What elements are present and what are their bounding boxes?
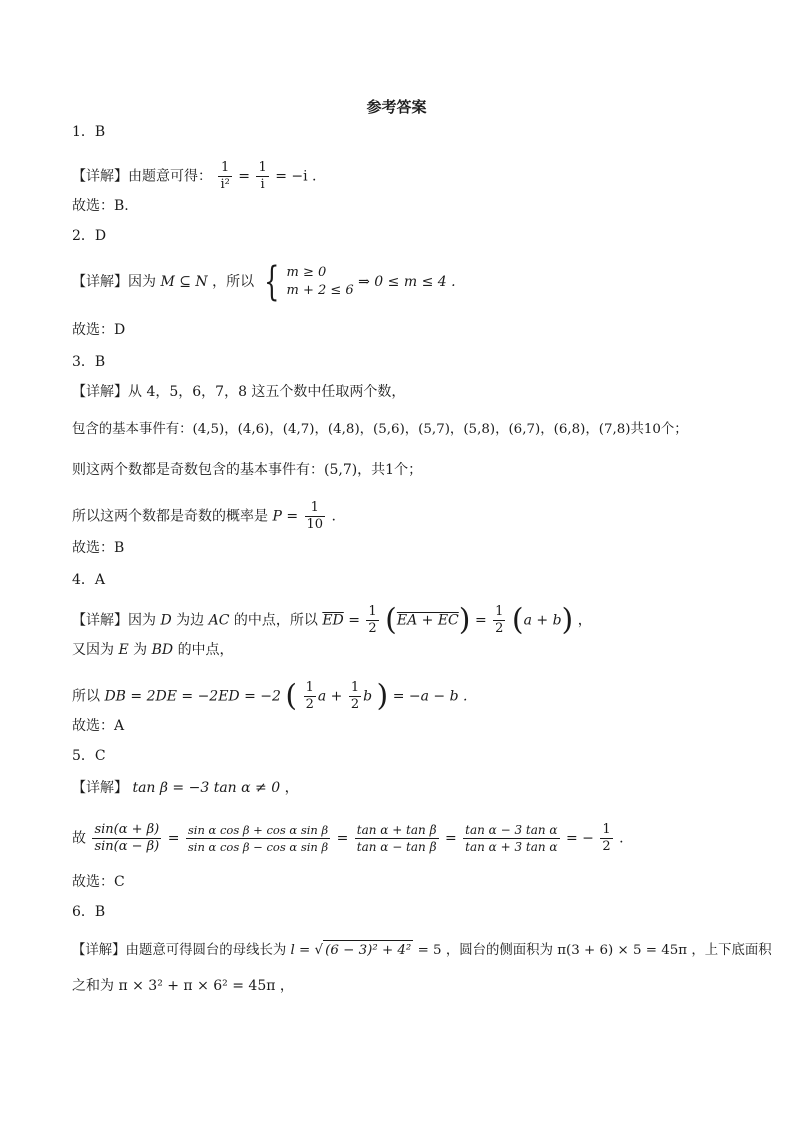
q5-choice: 故选：C — [72, 874, 125, 890]
q2-system: m ≥ 0 m + 2 ≤ 6 — [286, 265, 354, 298]
q6-line-2: 之和为 π × 3² + π × 6² = 45π ， — [72, 978, 294, 994]
q4-answer: 4．A — [72, 572, 106, 588]
q4-half-fraction-2: $\frac{1}{2}$ — [495, 604, 504, 636]
q3-line-3: 则这两个数都是奇数包含的基本事件有：(5,7)，共1个； — [72, 462, 423, 478]
q5-fraction-3: $\frac{\text{tan α + tan β}}{\text{tan α − tan β}}$ — [356, 823, 437, 854]
page-title: 参考答案 — [366, 98, 427, 116]
q6-sqrt: (6 − 3)² + 4² — [323, 940, 413, 961]
q1-choice: 故选：B. — [72, 198, 129, 214]
q2-choice: 故选：D — [72, 322, 126, 338]
q3-choice: 故选：B — [72, 540, 125, 556]
q3-line-1: 【详解】从 4，5，6，7，8 这五个数中任取两个数， — [72, 384, 406, 400]
q3-line-4: 所以这两个数都是奇数的概率是 P = $\frac{1}{10}$ . — [72, 500, 336, 532]
q3-line-2: 包含的基本事件有：(4,5)，(4,6)，(4,7)，(4,8)，(5,6)，(5,7)，(5,8)，(6,7)，(6,8)，(7,8)共10个； — [72, 422, 688, 437]
q1-detail-prefix: 【详解】由题意可得： — [72, 168, 212, 185]
q5-line-1: 【详解】 tan β = −3 tan α ≠ 0 ， — [72, 780, 299, 796]
q1-fraction-2: $\frac{1}{i}$ — [258, 160, 267, 192]
q4-line-3: 所以 DB = 2DE = −2ED = −2 ( $\frac{1}{2}$ a + $\frac{1}{2}$ b ) = −a − b . — [72, 678, 468, 714]
q2-answer: 2．D — [72, 228, 107, 244]
q3-answer: 3．B — [72, 354, 106, 370]
q1-answer: 1．B — [72, 124, 106, 140]
q5-line-2: 故 $\frac{\sin(\alpha + \beta)}{\sin(\alpha - \beta)}$ = $\frac{\text{sin α cos β + cos α sin β}}{\text{sin α cos β − cos α sin β}}$ = $\frac{\text{tan α + tan β}}{\text{tan α − tan β}}$ = $\frac{\text{tan α − 3 tan α}}{\text{tan α + 3 tan α}}$ = − $\frac{1}{2}$ . — [72, 822, 624, 854]
q5-fraction-2: $\frac{\text{sin α cos β + cos α sin β}}{\text{sin α cos β − cos α sin β}}$ — [187, 823, 329, 854]
q5-fraction-4: $\frac{\text{tan α − 3 tan α}}{\text{tan α + 3 tan α}}$ — [465, 823, 558, 854]
q4-half-fraction-1: $\frac{1}{2}$ — [368, 604, 377, 636]
q4-half-fraction-3: $\frac{1}{2}$ — [305, 680, 314, 712]
q6-answer: 6．B — [72, 904, 106, 920]
q4-line-2: 又因为 E 为 BD 的中点， — [72, 642, 234, 658]
q4-choice: 故选：A — [72, 718, 125, 734]
q1-detail: 【详解】由题意可得： $\frac{1}{\text{i²}}$ = $\frac{1}{i}$ = −i . — [72, 160, 317, 192]
q2-detail: 【详解】因为 M ⊆ N ，所以 { m ≥ 0 m + 2 ≤ 6 ⇒ 0 ≤ m ≤ 4 . — [72, 259, 456, 305]
q3-probability-fraction: $\frac{1}{10}$ — [306, 500, 324, 532]
q6-line-1: 【详解】由题意可得圆台的母线长为 l = √ (6 − 3)² + 4² = 5 ，圆台的侧面积为 π(3 + 6) × 5 = 45π ，上下底面积 — [72, 940, 772, 961]
q5-fraction-1: $\frac{\sin(\alpha + \beta)}{\sin(\alpha - \beta)}$ — [94, 822, 160, 854]
q4-line-1: 【详解】因为 D 为边 AC 的中点，所以 $\overline{ED}$ = $\frac{1}{2}$ (EA + EC) = $\frac{1}{2}$ (a + b) ， — [72, 602, 592, 638]
q2-relation: M ⊆ N — [160, 274, 208, 290]
q5-answer: 5．C — [72, 748, 106, 764]
q5-fraction-5: $\frac{1}{2}$ — [602, 822, 611, 854]
q4-half-fraction-4: $\frac{1}{2}$ — [350, 680, 360, 712]
q1-fraction-1: $\frac{1}{\text{i²}}$ — [220, 160, 230, 192]
q2-brace: { — [263, 259, 279, 305]
